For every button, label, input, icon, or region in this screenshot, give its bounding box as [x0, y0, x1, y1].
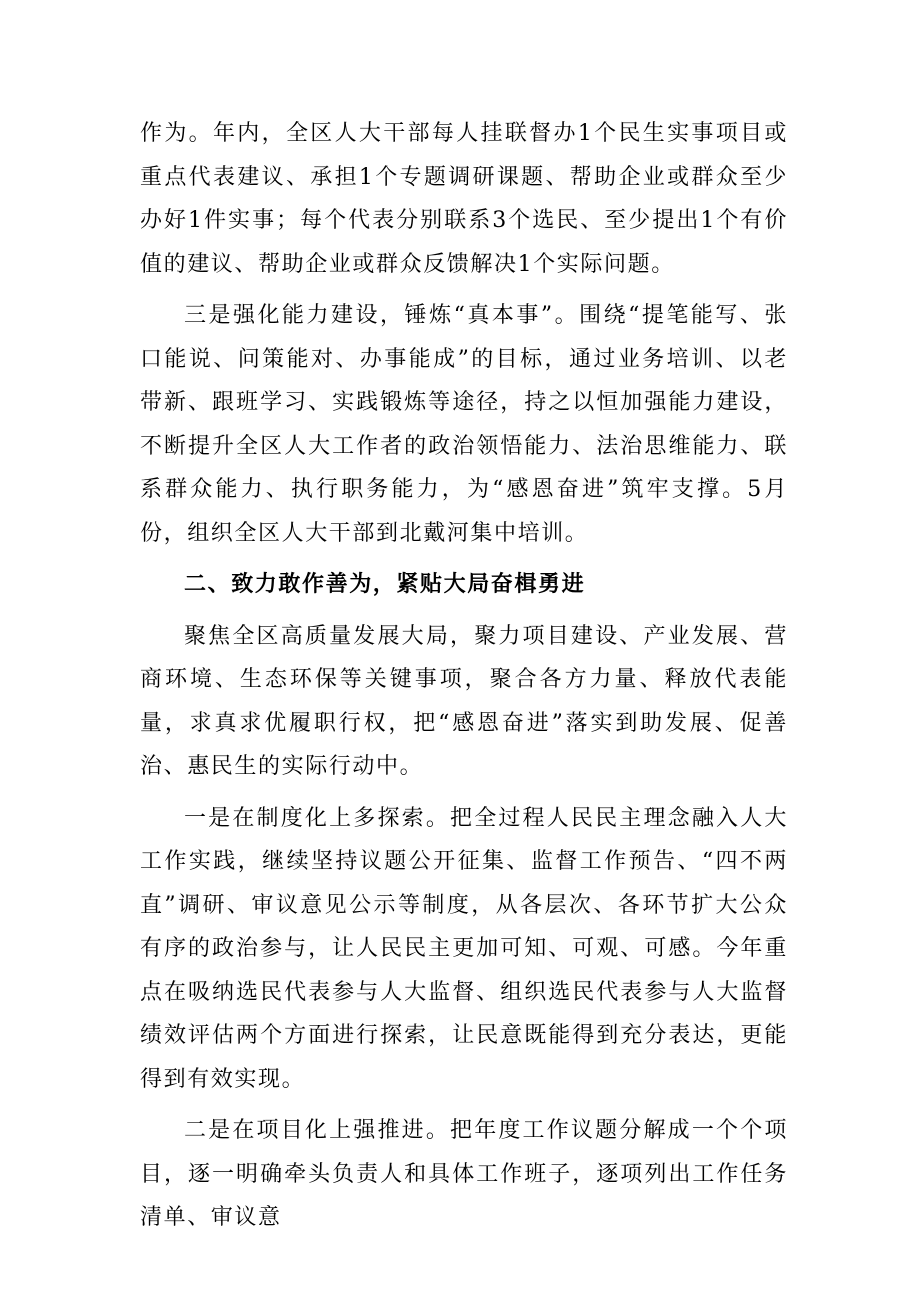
paragraph-project-based: 二是在项目化上强推进。把年度工作议题分解成一个个项目，逐一明确牵头负责人和具体工作班子，逐项列出工作任务清单、审议意: [140, 1118, 788, 1230]
paragraph-capacity-building: 三是强化能力建设，锤炼“真本事”。围绕“提笔能写、张口能说、问策能对、办事能成”的目标，通过业务培训、以老带新、跟班学习、实践锻炼等途径，持之以恒加强能力建设，不断提升全区人大工作者的政治领悟能力、法治思维能力、联系群众能力、执行职务能力，为“感恩奋进”筑牢支撑。5月份，组织全区人大干部到北戴河集中培训。: [140, 303, 788, 546]
section-heading: 二、致力敢作善为，紧贴大局奋楫勇进: [184, 571, 586, 597]
paragraph-continuation: 作为。年内，全区人大干部每人挂联督办1个民生实事项目或重点代表建议、承担1个专题调研课题、帮助企业或群众至少办好1件实事；每个代表分别联系3个选民、至少提出1个有价值的建议、帮助企业或群众反馈解决1个实际问题。: [140, 121, 788, 277]
paragraph-institutionalization: 一是在制度化上多探索。把全过程人民民主理念融入人大工作实践，继续坚持议题公开征集、监督工作预告、“四不两直”调研、审议意见公示等制度，从各层次、各环节扩大公众有序的政治参与，让人民民主更加可知、可观、可感。今年重点在吸纳选民代表参与人大监督、组织选民代表参与人大监督绩效评估两个方面进行探索，让民意既能得到充分表达，更能得到有效实现。: [140, 805, 788, 1092]
paragraph-overall-situation: 聚焦全区高质量发展大局，聚力项目建设、产业发展、营商环境、生态环保等关键事项，聚合各方力量、释放代表能量，求真求优履职行权，把“感恩奋进”落实到助发展、促善治、惠民生的实际行动中。: [140, 623, 788, 779]
